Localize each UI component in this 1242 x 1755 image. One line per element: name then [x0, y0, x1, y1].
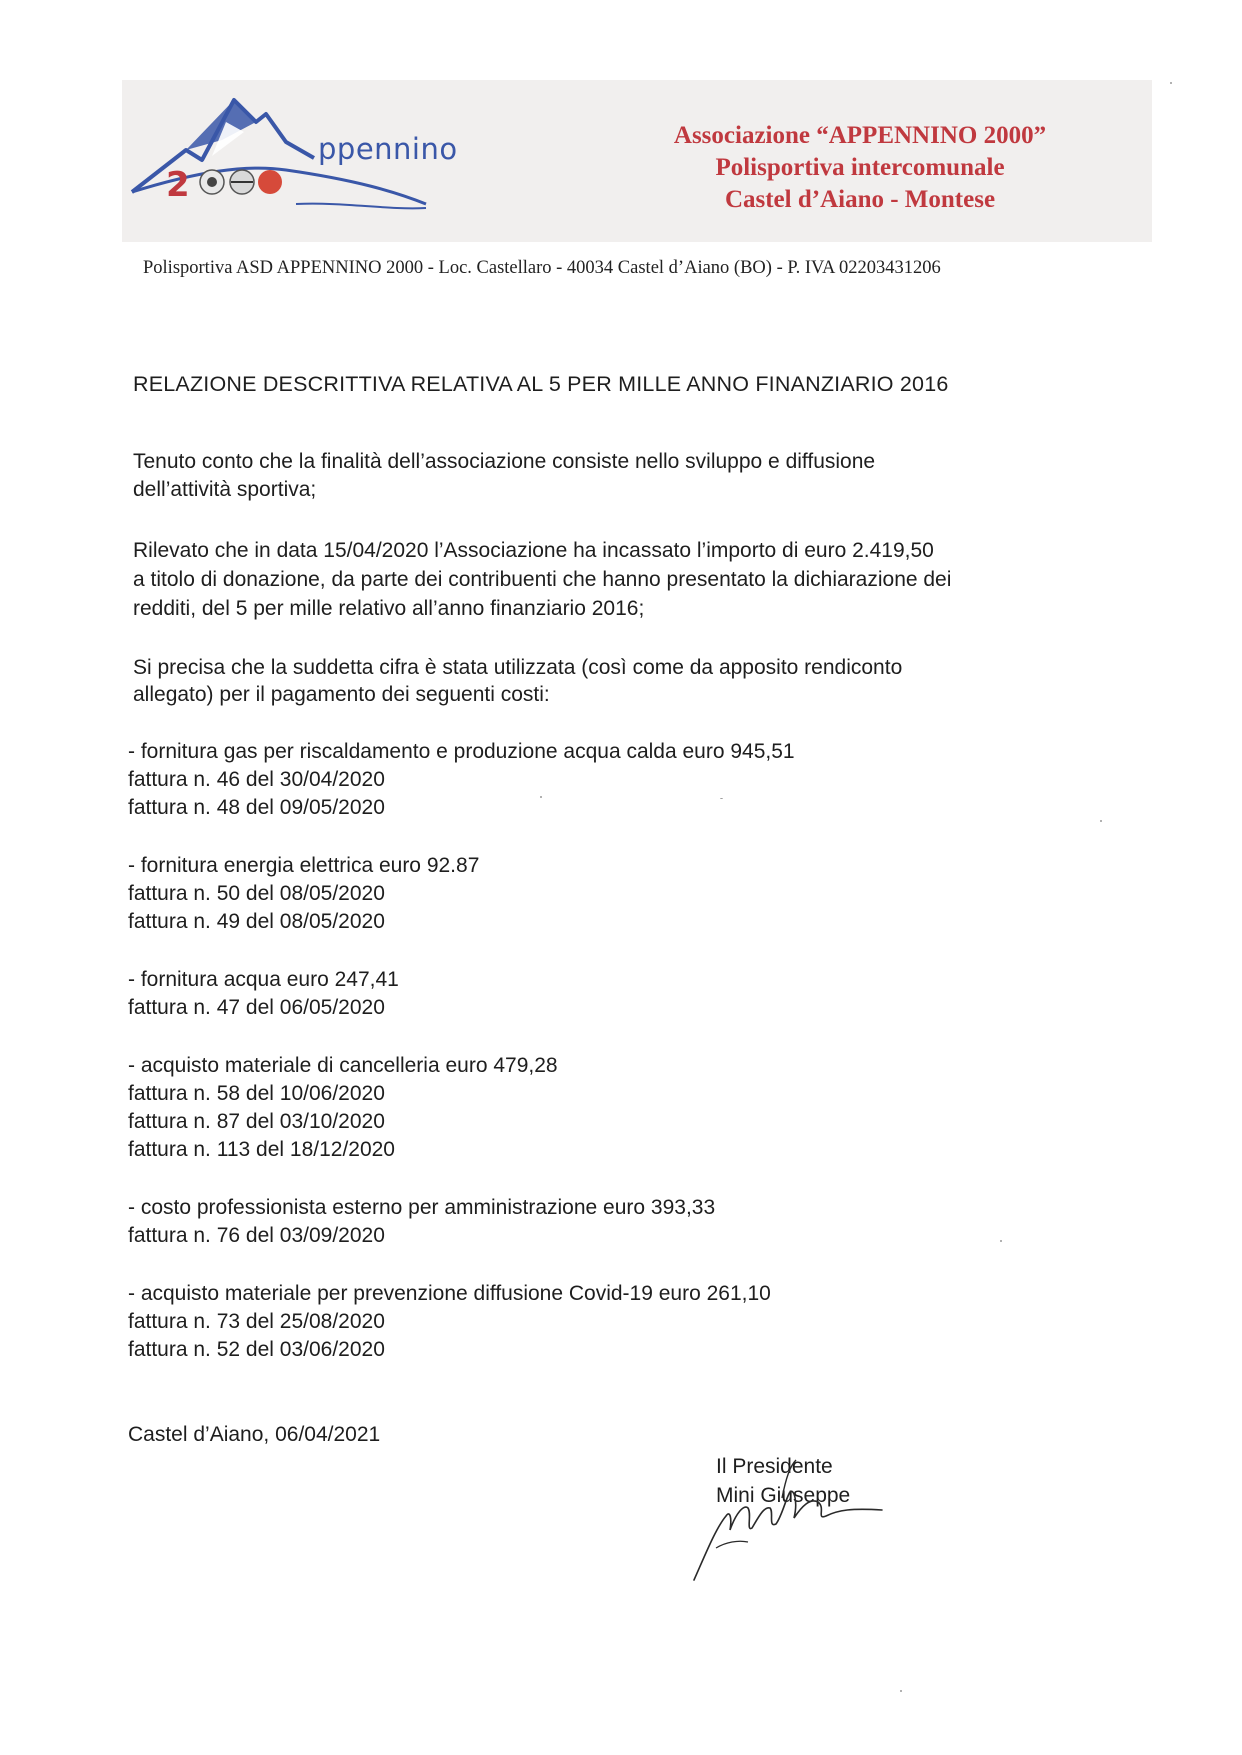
- handwritten-signature: [686, 1458, 906, 1588]
- expense-covid-invoice-2: fattura n. 52 del 03/06/2020: [128, 1338, 385, 1361]
- association-name-block: [600, 120, 1120, 216]
- expense-water-label: - fornitura acqua euro 247,41: [128, 968, 399, 991]
- association-logo: [126, 92, 466, 242]
- expense-gas-invoice-2: fattura n. 48 del 09/05/2020: [128, 796, 385, 819]
- association-line-1: Associazione “APPENNINO 2000”: [673, 122, 1047, 149]
- scan-speck: [1100, 820, 1102, 822]
- signatory-name: Mini Giuseppe: [716, 1484, 851, 1507]
- scan-speck: [720, 798, 723, 799]
- expense-covid-label: - acquisto materiale per prevenzione diffusione Covid-19 euro 261,10: [128, 1282, 771, 1305]
- scan-speck: [1000, 1240, 1002, 1242]
- expense-gas-label: - fornitura gas per riscaldamento e produzione acqua calda euro 945,51: [128, 740, 795, 763]
- expense-stationery-label: - acquisto materiale di cancelleria euro 479,28: [128, 1054, 558, 1077]
- expense-stationery-invoice-3: fattura n. 113 del 18/12/2020: [128, 1138, 395, 1161]
- expense-water-invoice-1: fattura n. 47 del 06/05/2020: [128, 996, 385, 1019]
- scan-speck: [540, 796, 542, 798]
- receipt-line-1: Rilevato che in data 15/04/2020 l’Associazione ha incassato l’importo di euro 2.419,50: [133, 539, 934, 562]
- intro-line-2: dell’attività sportiva;: [133, 478, 317, 501]
- expense-professional-invoice-1: fattura n. 76 del 03/09/2020: [128, 1224, 385, 1247]
- expense-stationery-invoice-2: fattura n. 87 del 03/10/2020: [128, 1110, 385, 1133]
- logo-numeral: 2: [166, 165, 190, 205]
- scan-speck: [900, 1690, 902, 1692]
- usage-line-1: Si precisa che la suddetta cifra è stata utilizzata (così come da apposito rendiconto: [133, 656, 903, 679]
- intro-line-1: Tenuto conto che la finalità dell’associazione consiste nello sviluppo e diffusione: [133, 450, 876, 473]
- scan-speck: [1170, 82, 1172, 84]
- expense-electricity-label: - fornitura energia elettrica euro 92.87: [128, 854, 480, 877]
- expense-covid-invoice-1: fattura n. 73 del 25/08/2020: [128, 1310, 385, 1333]
- expense-professional-label: - costo professionista esterno per amministrazione euro 393,33: [128, 1196, 716, 1219]
- expense-stationery-invoice-1: fattura n. 58 del 10/06/2020: [128, 1082, 385, 1105]
- expense-gas-invoice-1: fattura n. 46 del 30/04/2020: [128, 768, 385, 791]
- receipt-line-2: a titolo di donazione, da parte dei contribuenti che hanno presentato la dichiarazione dei: [133, 568, 952, 591]
- fiscal-address-line: Polisportiva ASD APPENNINO 2000 - Loc. Castellaro - 40034 Castel d’Aiano (BO) - P. IVA 02203431206: [143, 258, 941, 278]
- logo-wordmark: ppennino: [318, 132, 458, 166]
- association-line-2: Polisportiva intercomunale: [715, 154, 1005, 181]
- association-line-3: Castel d’Aiano - Montese: [724, 186, 996, 213]
- expense-electricity-invoice-1: fattura n. 50 del 08/05/2020: [128, 882, 385, 905]
- document-title: RELAZIONE DESCRITTIVA RELATIVA AL 5 PER MILLE ANNO FINANZIARIO 2016: [133, 372, 949, 396]
- receipt-line-3: redditi, del 5 per mille relativo all’anno finanziario 2016;: [133, 597, 645, 620]
- place-date: Castel d’Aiano, 06/04/2021: [128, 1423, 381, 1446]
- signatory-role: Il Presidente: [716, 1455, 833, 1478]
- expense-electricity-invoice-2: fattura n. 49 del 08/05/2020: [128, 910, 385, 933]
- usage-line-2: allegato) per il pagamento dei seguenti costi:: [133, 683, 550, 706]
